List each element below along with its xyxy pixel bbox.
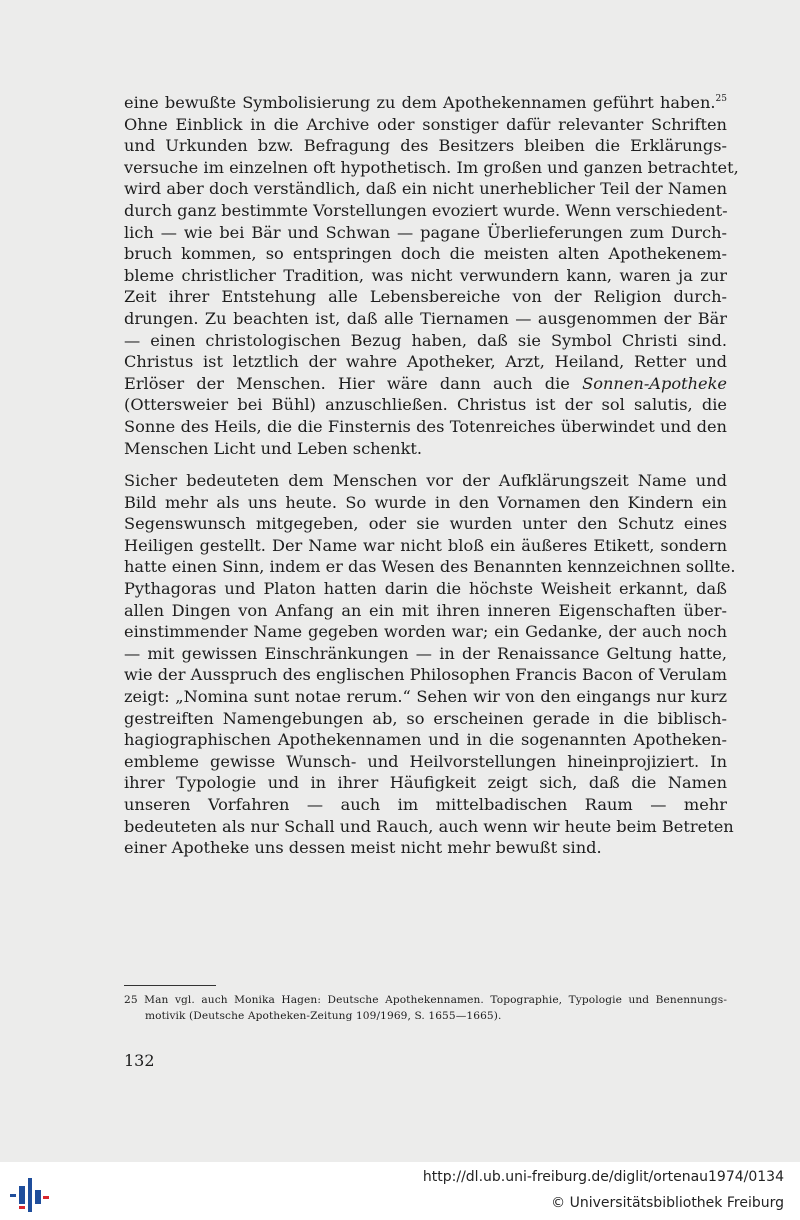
footnote-divider — [124, 985, 216, 986]
text-line: Ohne Einblick in die Archive oder sonstiger dafür relevanter Schriften — [124, 114, 727, 134]
text-line: Christus ist letztlich der wahre Apotheker, Arzt, Heiland, Retter und — [124, 352, 727, 372]
text-line: durch ganz bestimmte Vorstellungen evoziert wurde. Wenn verschiedent- — [124, 200, 728, 220]
footnote-line: motivik (Deutsche Apotheken-Zeitung 109/1969, S. 1655—1665). — [145, 1010, 502, 1022]
text-line: allen Dingen von Anfang an ein mit ihren inneren Eigenschaften über- — [124, 600, 727, 620]
text-line: ihrer Typologie und in ihrer Häufigkeit zeigt sich, daß die Namen — [124, 773, 727, 793]
footnote-line: 25 Man vgl. auch Monika Hagen: Deutsche Apothekennamen. Topographie, Typologie und Benennungs- — [124, 994, 727, 1006]
text-line: einstimmender Name gegeben worden war; ein Gedanke, der auch noch — [124, 622, 727, 642]
text-line: unseren Vorfahren — auch im mittelbadischen Raum — mehr — [124, 794, 727, 814]
text-line: embleme gewisse Wunsch- und Heilvorstellungen hineinprojiziert. In — [124, 751, 727, 771]
text-line: wird aber doch verständlich, daß ein nicht unerheblicher Teil der Namen — [124, 179, 727, 199]
text-line: lich — wie bei Bär und Schwan — pagane Überlieferungen zum Durch- — [124, 222, 727, 242]
text-line: bedeuteten als nur Schall und Rauch, auch wenn wir heute beim Betreten — [124, 816, 734, 836]
text-line: versuche im einzelnen oft hypothetisch. Im großen und ganzen betrachtet, — [124, 157, 739, 177]
italic-apothecary-name: Sonnen-Apotheke — [582, 373, 727, 393]
text-line: bleme christlicher Tradition, was nicht verwundern kann, waren ja zur — [124, 265, 727, 285]
ub-freiburg-logo-icon — [10, 1172, 50, 1212]
permalink-url[interactable]: http://dl.ub.uni-freiburg.de/diglit/ortenau1974/0134 — [422, 1169, 784, 1185]
paragraph-2 — [124, 470, 736, 859]
copyright-notice: © Universitätsbibliothek Freiburg — [551, 1195, 784, 1211]
text-line: Segenswunsch mitgegeben, oder sie wurden unter den Schutz eines — [124, 514, 727, 534]
text-line: Sonne des Heils, die die Finsternis des Totenreiches überwindet und den — [124, 416, 727, 436]
text-line: Pythagoras und Platon hatten darin die höchste Weisheit erkannt, daß — [124, 578, 727, 598]
text-line — [124, 92, 727, 114]
text-line — [124, 373, 727, 395]
text-line: — einen christologischen Bezug haben, daß sie Symbol Christi sind. — [124, 330, 727, 350]
viewer-footer — [0, 1162, 800, 1220]
paragraph-1 — [124, 92, 739, 459]
footnote-reference[interactable]: 25 — [715, 94, 727, 104]
text-line: Sicher bedeuteten dem Menschen vor der Aufklärungszeit Name und — [124, 471, 727, 490]
text-line: einer Apotheke uns dessen meist nicht mehr bewußt sind. — [124, 838, 602, 858]
text-line: und Urkunden bzw. Befragung des Besitzers bleiben die Erklärungs- — [124, 136, 727, 156]
text-line: zeigt: „Nomina sunt notae rerum.“ Sehen wir von den eingangs nur kurz — [124, 686, 727, 706]
text-line: Menschen Licht und Leben schenkt. — [124, 438, 423, 458]
text-line: gestreiften Namengebungen ab, so erscheinen gerade in die biblisch- — [124, 708, 727, 728]
text-span: eine bewußte Symbolisierung zu dem Apothekennamen geführt haben. — [124, 93, 716, 112]
text-line: bruch kommen, so entspringen doch die meisten alten Apothekenem- — [124, 244, 727, 264]
text-line: — mit gewissen Einschränkungen — in der Renaissance Geltung hatte, — [124, 643, 727, 663]
text-line: Zeit ihrer Entstehung alle Lebensbereiche von der Religion durch- — [124, 287, 727, 307]
text-span: Erlöser der Menschen. Hier wäre dann auch die — [124, 373, 570, 393]
text-line: drungen. Zu beachten ist, daß alle Tiernamen — ausgenommen der Bär — [124, 308, 727, 328]
footnote — [124, 992, 727, 1024]
text-line: hagiographischen Apothekennamen und in die sogenannten Apotheken- — [124, 730, 727, 750]
text-line: hatte einen Sinn, indem er das Wesen des Benannten kennzeichnen sollte. — [124, 557, 736, 577]
text-line: Heiligen gestellt. Der Name war nicht bloß ein äußeres Etikett, sondern — [124, 535, 727, 555]
text-line: wie der Ausspruch des englischen Philosophen Francis Bacon of Verulam — [124, 665, 727, 685]
page-number: 132 — [124, 1051, 155, 1070]
text-line: (Ottersweier bei Bühl) anzuschließen. Christus ist der sol salutis, die — [124, 395, 727, 415]
text-line: Bild mehr als uns heute. So wurde in den Vornamen den Kindern ein — [124, 492, 727, 512]
